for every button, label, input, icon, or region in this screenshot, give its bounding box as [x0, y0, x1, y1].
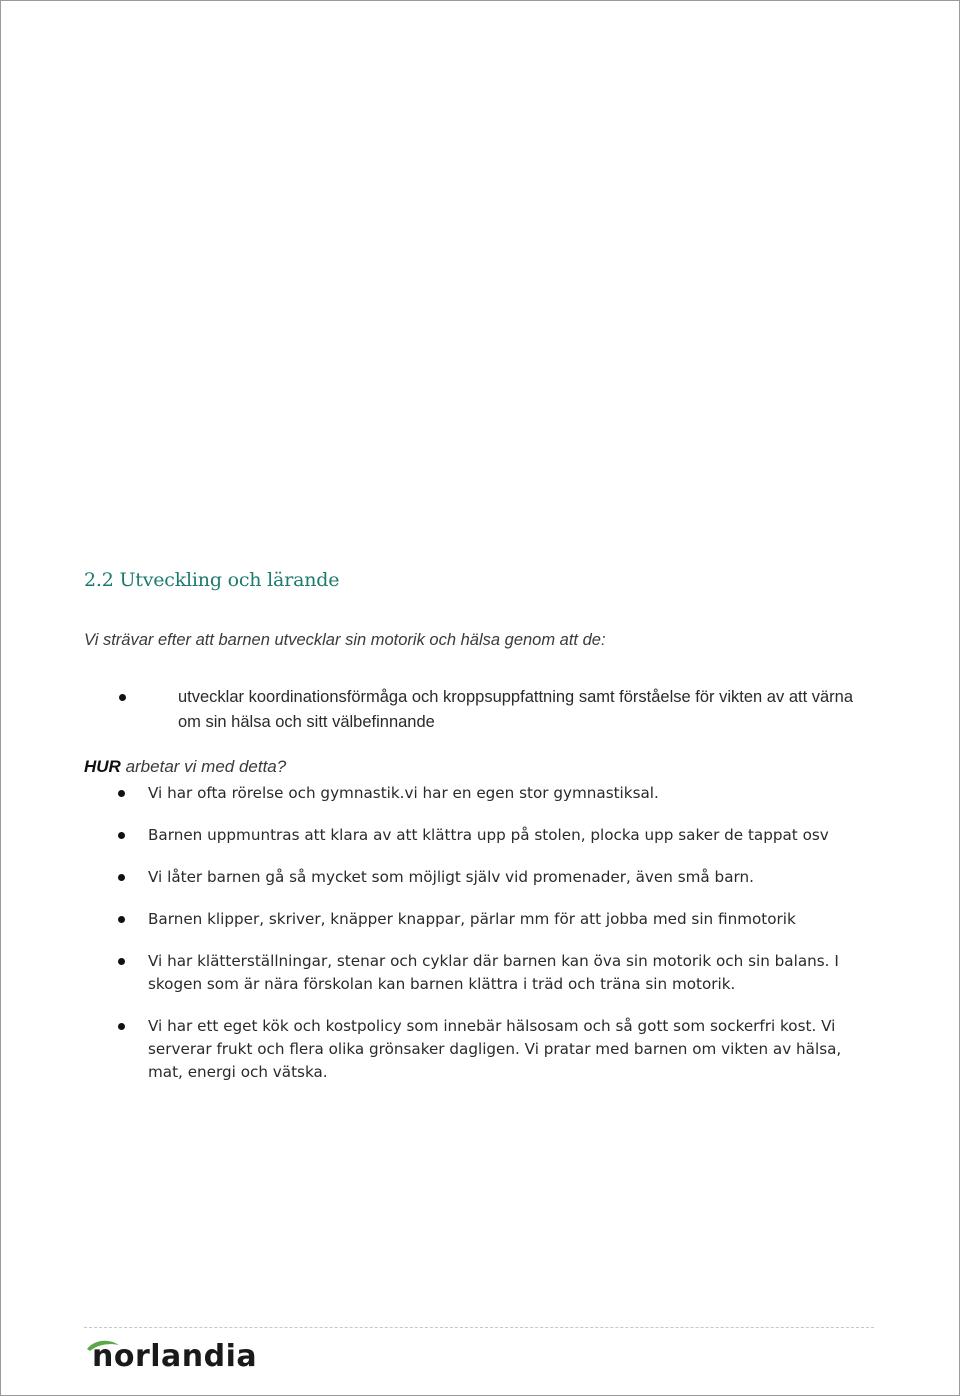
- goal-list: [178, 685, 878, 735]
- list-item: [148, 782, 868, 805]
- goal-text: utvecklar koordinationsförmåga och kroppsuppfattning samt förståelse för vikten av att värna om sin hälsa och sitt välbefinnande: [178, 688, 854, 731]
- bullet-icon: [118, 832, 125, 839]
- bullet-icon: [118, 1023, 125, 1030]
- logo-text: norlandia: [92, 1339, 258, 1374]
- how-item-text: Vi har klätterställningar, stenar och cyklar där barnen kan öva sin motorik och sin balans. I skogen som är nära förskolan kan barnen klättra i träd och träna sin motorik.: [148, 952, 839, 993]
- bullet-icon: [119, 694, 126, 701]
- norlandia-logo: [84, 1337, 258, 1377]
- bullet-icon: [118, 916, 125, 923]
- how-heading-bold: HUR: [84, 757, 121, 776]
- how-item-text: Barnen klipper, skriver, knäpper knappar, pärlar mm för att jobba med sin finmotorik: [148, 910, 796, 928]
- footer-divider: [84, 1327, 874, 1328]
- how-item-text: Barnen uppmuntras att klara av att klättra upp på stolen, plocka upp saker de tappat osv: [148, 826, 829, 844]
- how-list: [148, 782, 868, 1103]
- how-heading-rest: arbetar vi med detta?: [120, 757, 287, 776]
- bullet-icon: [118, 874, 125, 881]
- intro-text: Vi strävar efter att barnen utvecklar sin motorik och hälsa genom att de:: [84, 631, 606, 649]
- bullet-icon: [118, 790, 125, 797]
- how-item-text: Vi har ofta rörelse och gymnastik.vi har en egen stor gymnastiksal.: [148, 784, 659, 802]
- list-item: [148, 950, 868, 996]
- bullet-icon: [118, 958, 125, 965]
- list-item: [148, 1015, 868, 1084]
- how-heading: [84, 757, 286, 777]
- list-item: [148, 908, 868, 931]
- how-item-text: Vi låter barnen gå så mycket som möjligt själv vid promenader, även små barn.: [148, 868, 754, 886]
- list-item: [178, 685, 878, 735]
- list-item: [148, 866, 868, 889]
- section-heading: 2.2 Utveckling och lärande: [84, 569, 340, 591]
- how-item-text: Vi har ett eget kök och kostpolicy som innebär hälsosam och så gott som sockerfri kost. Vi serverar frukt och flera olika grönsaker dagligen. Vi pratar med barnen om vikten av hälsa, mat, energi och vätska.: [148, 1017, 842, 1081]
- list-item: [148, 824, 868, 847]
